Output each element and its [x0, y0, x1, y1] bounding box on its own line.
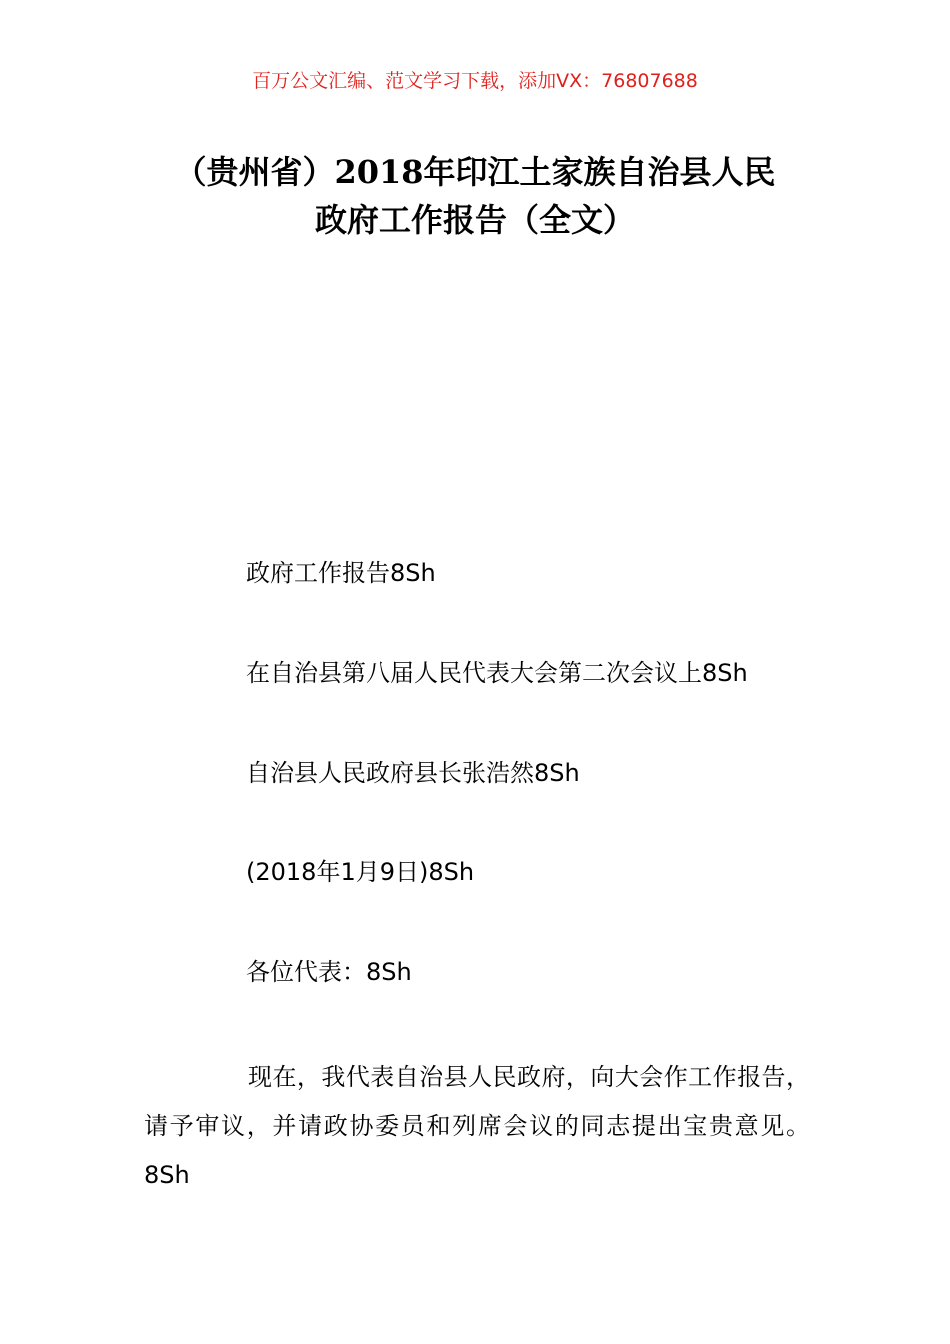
opening-paragraph: 现在，我代表自治县人民政府，向大会作工作报告，请予审议，并请政协委员和列席会议的同志提出宝贵意见。8Sh — [144, 1063, 810, 1189]
report-heading: 政府工作报告8Sh — [246, 559, 436, 587]
document-title — [120, 148, 830, 244]
meeting-line: 在自治县第八届人民代表大会第二次会议上8Sh — [246, 659, 748, 687]
title-line-1: （贵州省）2018年印江土家族自治县人民 — [174, 153, 776, 191]
date-line: (2018年1月9日)8Sh — [246, 858, 475, 886]
promo-banner: 百万公文汇编、范文学习下载，添加VX：76807688 — [252, 70, 698, 92]
title-line-2: 政府工作报告（全文） — [314, 201, 635, 239]
salutation-line: 各位代表：8Sh — [246, 958, 412, 986]
speaker-line: 自治县人民政府县长张浩然8Sh — [246, 759, 580, 787]
